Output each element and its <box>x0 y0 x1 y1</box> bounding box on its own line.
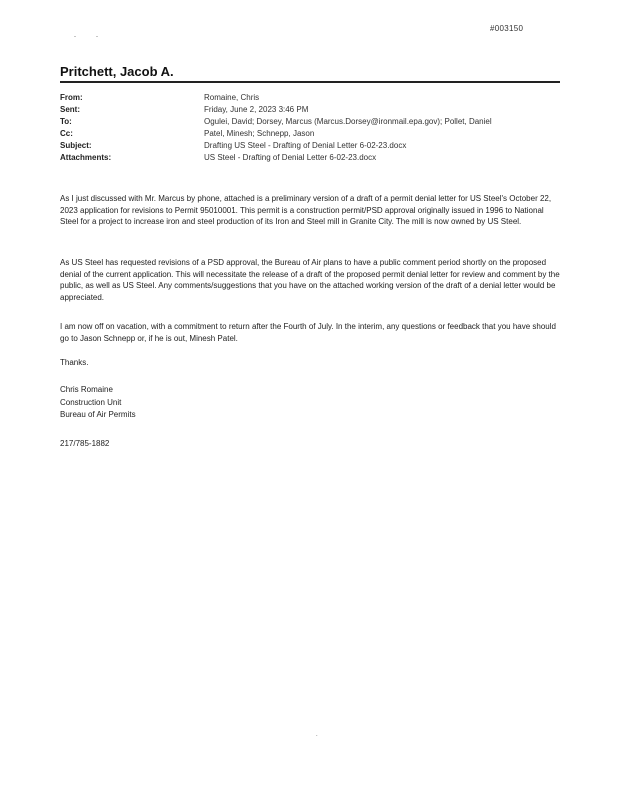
header-divider <box>60 81 560 83</box>
body-paragraph: As US Steel has requested revisions of a PSD approval, the Bureau of Air plans to have a public comment period shortly on the proposed denial of the current application. This will necessitate the release of a draft of the proposed permit denial letter for review and comment by the public, as well as US Steel. Any comments/suggestions that you have on the attached working version of the draft of a denial letter would be appreciated. <box>60 258 560 302</box>
signature-bureau: Bureau of Air Permits <box>60 410 136 419</box>
signature-unit: Construction Unit <box>60 397 122 407</box>
header-key: From: <box>60 93 83 102</box>
body-paragraph: As I just discussed with Mr. Marcus by phone, attached is a preliminary version of a draft of a permit denial letter for US Steel's October 22, 2023 application for revisions to Permit 95010001. This permit is a construction permit/PSD approval originally issued in 1996 to National Steel for a project to increase iron and steel production of its Iron and Steel mill in Granite City. The mill is now owned by US Steel. <box>60 194 552 226</box>
header-key: To: <box>60 117 72 126</box>
footer-mark: . <box>316 732 318 738</box>
header-value: US Steel - Drafting of Denial Letter 6-02-23.docx <box>204 153 377 162</box>
signature-block <box>60 384 564 422</box>
header-key: Subject: <box>60 141 92 150</box>
header-value: Ogulei, David; Dorsey, Marcus (Marcus.Dorsey@ironmail.epa.gov); Pollet, Daniel <box>204 117 492 126</box>
header-value: Drafting US Steel - Drafting of Denial Letter 6-02-23.docx <box>204 141 407 150</box>
header-key: Attachments: <box>60 153 112 162</box>
header-value: Romaine, Chris <box>204 93 260 102</box>
sender-name: Pritchett, Jacob A. <box>60 64 174 79</box>
header-value: Patel, Minesh; Schnepp, Jason <box>204 129 315 138</box>
scan-mark: - <box>96 34 98 40</box>
bates-number: #003150 <box>490 24 524 33</box>
closing: Thanks. <box>60 358 89 367</box>
header-key: Sent: <box>60 105 80 114</box>
phone-number: 217/785-1882 <box>60 439 110 448</box>
signature-name: Chris Romaine <box>60 385 113 394</box>
scan-mark: - <box>74 34 76 40</box>
header-key: Cc: <box>60 129 73 138</box>
header-value: Friday, June 2, 2023 3:46 PM <box>204 105 309 114</box>
body-paragraph: I am now off on vacation, with a commitment to return after the Fourth of July. In the interim, any questions or feedback that you have should go to Jason Schnepp or, if he is out, Minesh Patel. <box>60 322 556 343</box>
